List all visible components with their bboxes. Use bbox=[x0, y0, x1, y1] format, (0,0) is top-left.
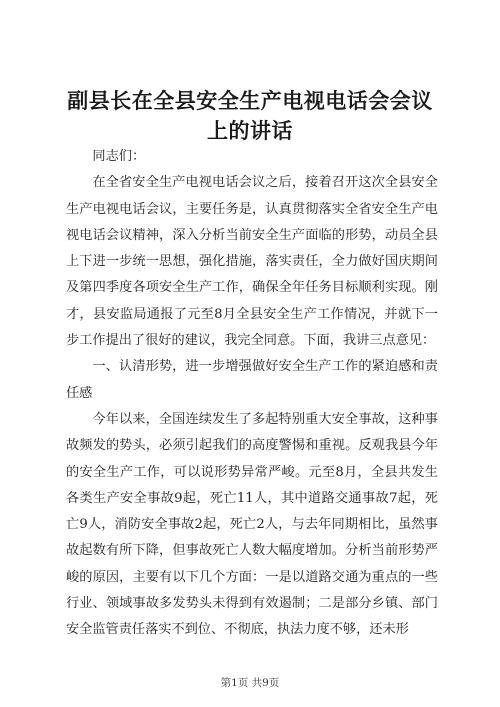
page-number-footer: 第1页 共9页 bbox=[220, 677, 280, 689]
salutation: 同志们： bbox=[92, 149, 146, 164]
section-heading-1: 一、认清形势，进一步增强做好安全生产工作的紧迫感和责任感 bbox=[66, 359, 438, 401]
paragraph-situation: 今年以来，全国连续发生了多起特别重大安全事故，这种事故频发的势头，必须引起我们的高度警惕和重视。反观我县今年的安全生产工作，可以说形势异常严峻。元至8月，全县共发生各类生产安全事故9起，死亡11人，其中道路交通事故7起，死亡9人，消防安全事故2起，死亡2人，与去年同期相比，虽然事故起数有所下降，但事故死亡人数大幅度增加。分析当前形势严峻的原因，主要有以下几个方面：一是以道路交通为重点的一些行业、领域事故多发势头未得到有效遏制；二是部分乡镇、部门安全监管责任落实不到位、不彻底，执法力度不够，还未形 bbox=[66, 411, 438, 638]
document-title: 副县长在全县安全生产电视电话会会议上的讲话 bbox=[67, 88, 433, 143]
document-body bbox=[66, 144, 438, 644]
paragraph-intro: 在全省安全生产电视电话会议之后，接着召开这次全县安全生产电视电话会议，主要任务是，认真贯彻落实全省安全生产电视电话会议精神，深入分析当前安全生产面临的形势，动员全县上下进一步统一思想，强化措施，落实责任，全力做好国庆期间及第四季度各项安全生产工作，确保全年任务目标顺利实现。刚才，县安监局通报了元至8月全县安全生产工作情况，并就下一步工作提出了很好的建议，我完全同意。下面，我讲三点意见： bbox=[66, 175, 438, 349]
